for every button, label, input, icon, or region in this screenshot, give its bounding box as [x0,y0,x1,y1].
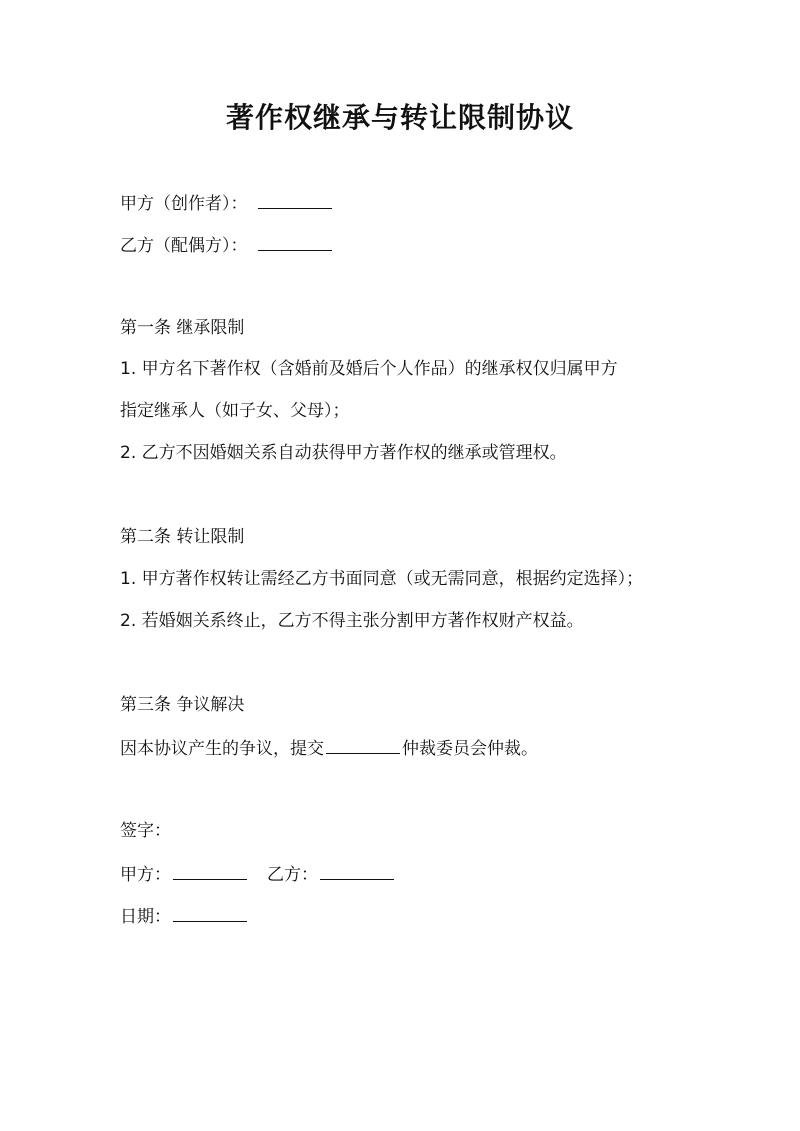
signature-date-blank[interactable] [173,903,247,922]
party-a-label: 甲方（创作者）： [120,194,248,214]
signature-party-b-label: 乙方： [267,865,318,885]
arbitration-blank[interactable] [326,735,400,754]
signature-party-a-blank[interactable] [173,861,247,880]
article3-text-before: 因本协议产生的争议，提交 [120,739,324,759]
document-title: 著作权继承与转让限制协议 [225,101,574,134]
signature-date-line [120,903,249,929]
article2-item2: 2. 若婚姻关系终止，乙方不得主张分割甲方著作权财产权益。 [120,611,584,631]
party-a-line [120,190,334,216]
article1-item1-line1: 1. 甲方名下著作权（含婚前及婚后个人作品）的继承权仅归属甲方 [120,359,618,379]
signature-party-a-label: 甲方： [120,865,171,885]
article2-item1: 1. 甲方著作权转让需经乙方书面同意（或无需同意，根据约定选择）； [120,569,644,589]
party-b-line [120,232,334,258]
signature-date-label: 日期： [120,907,171,927]
signature-party-b-blank[interactable] [320,861,394,880]
article3-text-after: 仲裁委员会仲裁。 [402,739,538,759]
article3-heading: 第三条 争议解决 [120,695,245,715]
party-a-blank[interactable] [258,190,332,209]
article1-heading: 第一条 继承限制 [120,318,245,338]
article3-text [120,735,538,761]
signature-parties-line [120,861,396,887]
party-b-label: 乙方（配偶方）： [120,236,248,256]
article2-heading: 第二条 转让限制 [120,527,245,547]
article1-item1-line2: 指定继承人（如子女、父母）； [120,401,350,421]
article1-item2: 2. 乙方不因婚姻关系自动获得甲方著作权的继承或管理权。 [120,443,567,463]
party-b-blank[interactable] [258,232,332,251]
signature-heading: 签字： [120,821,171,841]
